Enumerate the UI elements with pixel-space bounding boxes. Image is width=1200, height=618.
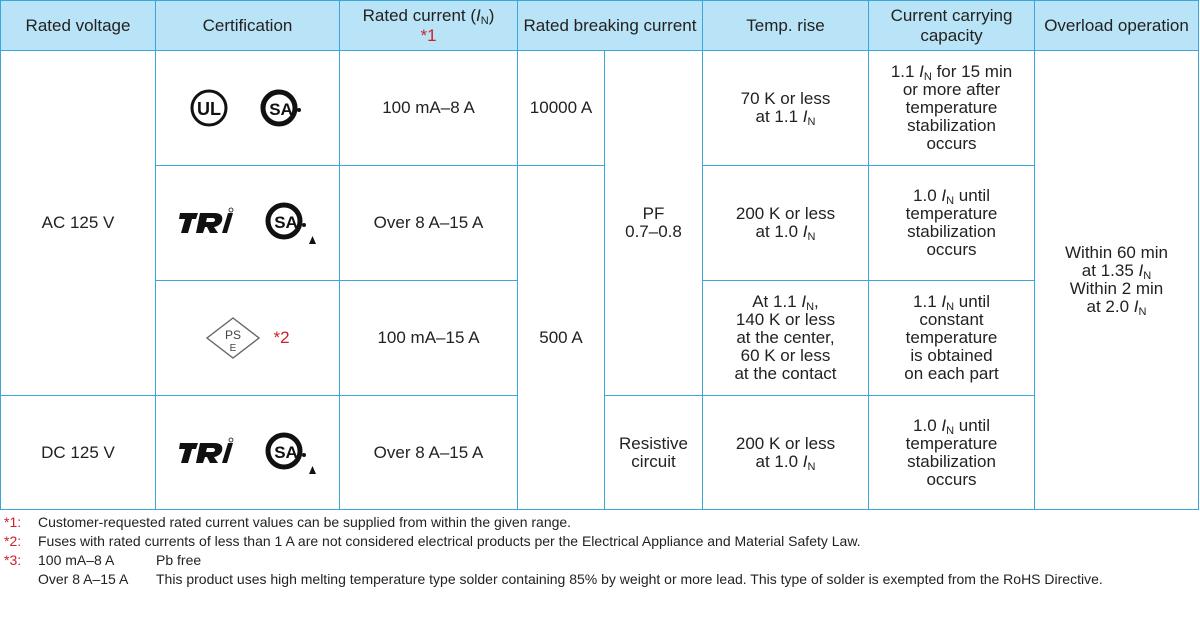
capacity-text: constant [919, 310, 984, 329]
temp-text: at 1.0 [755, 222, 803, 241]
symbol-n: N [946, 424, 955, 437]
symbol-i: I [802, 451, 808, 471]
header-current-symbol: I [476, 5, 481, 25]
pse-logo-e: E [230, 343, 237, 354]
voltage-dc: DC 125 V [1, 396, 156, 510]
footnote-3-row [38, 570, 1196, 589]
footnote-key: *1: [4, 514, 22, 530]
temp-text: at 1.1 [755, 107, 803, 126]
resistive-cell [605, 396, 703, 510]
pse-diamond-logo-icon [205, 316, 261, 360]
cert-cell [156, 166, 340, 281]
temp-text: 70 K or less [740, 89, 831, 108]
capacity-text: on each part [904, 364, 999, 383]
table-row [1, 166, 1199, 281]
overload-text: Within 60 min [1065, 243, 1168, 262]
footnote-3-body [38, 551, 1196, 589]
footnote-sub-text: Pb free [156, 552, 202, 568]
current-cell: 100 mA–8 A [340, 51, 518, 166]
symbol-n: N [1143, 270, 1152, 282]
symbol-i: I [1138, 261, 1144, 280]
header-overload-operation: Overload operation [1035, 1, 1199, 51]
symbol-i: I [941, 186, 947, 205]
temp-cell [703, 166, 869, 281]
symbol-n: N [923, 71, 932, 83]
capacity-text: stabilization [907, 451, 996, 471]
header-current-text: Rated current ( [362, 5, 477, 25]
header-rated-breaking-current: Rated breaking current [518, 1, 703, 51]
temp-text: at the contact [734, 364, 837, 383]
cert-cell [156, 51, 340, 166]
temp-text: 60 K or less [740, 346, 831, 365]
ur-recognized-logo-icon [178, 437, 234, 469]
pse-note: *2 [273, 328, 290, 347]
footnote-1 [4, 513, 1196, 532]
resistive-text: Resistive [619, 433, 688, 453]
overload-text: Within 2 min [1069, 279, 1164, 298]
table-row [1, 51, 1199, 166]
footnote-3-row [38, 551, 1196, 570]
header-current-capacity: Current carrying capacity [869, 1, 1035, 51]
symbol-i: I [941, 292, 947, 311]
temp-text: , [814, 292, 819, 311]
capacity-text: stabilization [907, 116, 996, 135]
cert-cell [156, 396, 340, 510]
temp-text: at 1.0 [755, 451, 803, 471]
capacity-cell [869, 51, 1035, 166]
csa-logo-text: SA [273, 442, 298, 462]
voltage-ac: AC 125 V [1, 51, 156, 396]
pf-value: 0.7–0.8 [625, 222, 682, 241]
footnotes [4, 513, 1196, 589]
symbol-n: N [807, 231, 816, 243]
temp-text: 200 K or less [735, 433, 836, 453]
symbol-i: I [801, 292, 807, 311]
symbol-n: N [946, 301, 955, 313]
symbol-i: I [802, 107, 808, 126]
capacity-text: temperature [905, 204, 998, 223]
overload-text: at 2.0 [1086, 297, 1134, 316]
footnote-key: *3: [4, 552, 22, 568]
temp-text: 140 K or less [735, 310, 836, 329]
temp-cell [703, 396, 869, 510]
header-rated-voltage: Rated voltage [1, 1, 156, 51]
current-cell: 100 mA–15 A [340, 281, 518, 396]
capacity-text: or more after [902, 80, 1001, 99]
symbol-n: N [807, 116, 816, 128]
capacity-text: occurs [926, 134, 977, 153]
capacity-text: temperature [905, 328, 998, 347]
header-current-sub: N [480, 14, 489, 27]
capacity-text: occurs [926, 240, 977, 259]
capacity-cell [869, 166, 1035, 281]
symbol-i: I [919, 62, 924, 81]
capacity-text: temperature [905, 98, 998, 117]
footnote-text: Fuses with rated currents of less than 1 A are not considered electrical products per the Electrical Appliance and Material Safety Law. [38, 533, 861, 549]
csa-logo-text: SA [268, 100, 293, 119]
footnote-2 [4, 532, 1196, 551]
capacity-cell [869, 281, 1035, 396]
footnote-sub-key: Over 8 A–15 A [38, 571, 129, 587]
footnote-key: *2: [4, 533, 22, 549]
capacity-text: 1.1 [890, 62, 920, 81]
temp-cell [703, 51, 869, 166]
capacity-text: for 15 min [931, 62, 1013, 81]
csa-logo-icon [264, 430, 318, 476]
ur-logo-text: R [205, 467, 207, 469]
csa-logo-text: SA [273, 213, 298, 232]
symbol-n: N [946, 195, 955, 207]
temp-text: at the center, [736, 328, 835, 347]
csa-logo-icon [259, 87, 307, 129]
csa-logo-icon [264, 200, 318, 246]
header-row [1, 1, 1199, 51]
symbol-i: I [941, 415, 947, 435]
symbol-i: I [1133, 297, 1139, 316]
capacity-text: 1.0 [913, 415, 942, 435]
capacity-text: until [954, 415, 990, 435]
capacity-text: until [954, 186, 990, 205]
ul-listed-logo-icon [189, 88, 229, 128]
ur-recognized-logo-icon [178, 207, 234, 239]
temp-cell [703, 281, 869, 396]
pse-logo-text: PS [225, 328, 242, 342]
symbol-n: N [806, 301, 815, 313]
footnote-3 [4, 551, 1196, 589]
symbol-i: I [802, 222, 808, 241]
footnote-sub-key: 100 mA–8 A [38, 552, 115, 568]
capacity-text: temperature [905, 433, 998, 453]
breaking-cell: 500 A [518, 166, 605, 510]
symbol-n: N [1138, 306, 1147, 318]
symbol-n: N [807, 460, 816, 473]
resistive-text: circuit [631, 451, 676, 471]
temp-text: At 1.1 [752, 292, 802, 311]
header-current-suffix: ) [488, 5, 495, 25]
capacity-text: 1.0 [913, 186, 942, 205]
capacity-text: stabilization [907, 222, 996, 241]
capacity-text: is obtained [910, 346, 993, 365]
header-current-note: *1 [420, 25, 437, 45]
header-certification: Certification [156, 1, 340, 51]
power-factor-cell [605, 51, 703, 396]
overload-cell [1035, 51, 1199, 510]
capacity-text: occurs [926, 469, 977, 489]
current-cell: Over 8 A–15 A [340, 396, 518, 510]
header-rated-current [340, 1, 518, 51]
ul-logo-text: UL [196, 99, 221, 119]
footnote-sub-text: This product uses high melting temperature type solder containing 85% by weight or more lead. This type of solder is exempted from the RoHS Directive. [156, 571, 1103, 587]
capacity-text: until [954, 292, 990, 311]
cert-cell [156, 281, 340, 396]
ur-logo-text: R [205, 238, 207, 239]
temp-text: 200 K or less [735, 204, 836, 223]
breaking-cell: 10000 A [518, 51, 605, 166]
footnote-text: Customer-requested rated current values can be supplied from within the given range. [38, 514, 572, 530]
current-cell: Over 8 A–15 A [340, 166, 518, 281]
capacity-text: 1.1 [913, 292, 942, 311]
overload-text: at 1.35 [1081, 261, 1139, 280]
pf-label: PF [642, 204, 665, 223]
header-temp-rise: Temp. rise [703, 1, 869, 51]
capacity-cell [869, 396, 1035, 510]
